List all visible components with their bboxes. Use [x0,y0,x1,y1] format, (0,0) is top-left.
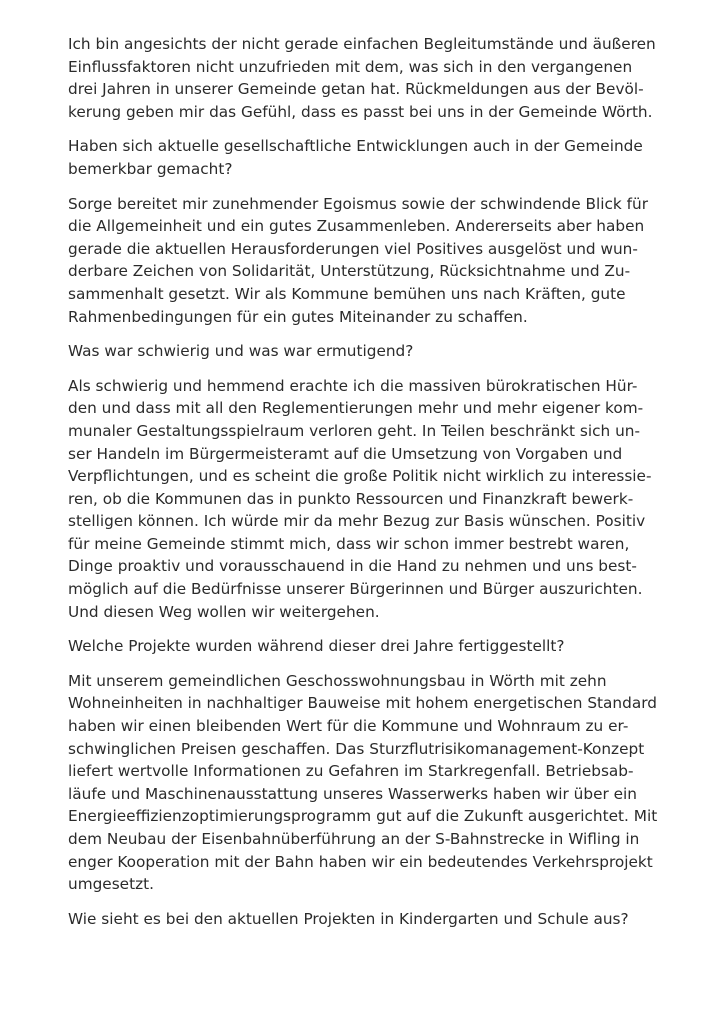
interview-answer [68,193,668,329]
interview-answer [68,33,668,123]
text-line: liefert wertvolle Informationen zu Gefahren im Starkregenfall. Betriebsab- [68,762,634,781]
article-body [68,33,668,942]
text-line: läufe und Maschinenausstattung unseres Wasserwerks haben wir über ein [68,784,637,803]
text-line: schwinglichen Preisen geschaffen. Das Sturzflutrisikomanagement-Konzept [68,739,645,758]
text-line: Mit unserem gemeindlichen Geschosswohnungsbau in Wörth mit zehn [68,671,607,690]
text-line: möglich auf die Bedürfnisse unserer Bürgerinnen und Bürger auszurichten. [68,580,643,599]
text-line: Was war schwierig und was war ermutigend? [68,342,414,361]
interview-question [68,635,668,658]
text-line: Welche Projekte wurden während dieser drei Jahre fertiggestellt? [68,637,565,656]
text-line: Dinge proaktiv und vorausschauend in die Hand zu nehmen und uns best- [68,557,637,576]
text-line: derbare Zeichen von Solidarität, Unterstützung, Rücksichtnahme und Zu- [68,262,631,281]
text-line: dem Neubau der Eisenbahnüberführung an der S-Bahnstrecke in Wifling in [68,830,640,848]
text-line: enger Kooperation mit der Bahn haben wir ein bedeutendes Verkehrsprojekt [68,852,653,871]
text-line: Und diesen Weg wollen wir weitergehen. [68,602,380,621]
text-line: ren, ob die Kommunen das in punkto Ressourcen und Finanzkraft bewerk- [68,489,634,508]
text-line: Energieeffizienzoptimierungsprogramm gut auf die Zukunft ausgerichtet. Mit [68,807,658,826]
text-line: ser Handeln im Bürgermeisteramt auf die Umsetzung von Vorgaben und [68,444,623,463]
text-line: kerung geben mir das Gefühl, dass es passt bei uns in der Gemeinde Wörth. [68,102,653,121]
interview-answer [68,670,668,896]
text-line: stelligen können. Ich würde mir da mehr Bezug zur Basis wünschen. Positiv [68,512,646,531]
text-line: drei Jahren in unserer Gemeinde getan hat. Rückmeldungen aus der Bevöl- [68,80,644,99]
text-line: Sorge bereitet mir zunehmender Egoismus sowie der schwindende Blick für [68,194,649,213]
text-line: haben wir einen bleibenden Wert für die Kommune und Wohnraum zu er- [68,717,629,736]
text-line: die Allgemeinheit und ein gutes Zusammenleben. Andererseits aber haben [68,217,645,236]
text-line: Ich bin angesichts der nicht gerade einfachen Begleitumstände und äußeren [68,35,656,53]
interview-question [68,908,668,931]
text-line: für meine Gemeinde stimmt mich, dass wir schon immer bestrebt waren, [68,534,630,553]
text-line: munaler Gestaltungsspielraum verloren geht. In Teilen beschränkt sich un- [68,421,640,440]
text-line: sammenhalt gesetzt. Wir als Kommune bemühen uns nach Kräften, gute [68,284,626,303]
interview-question [68,340,668,363]
text-line: Als schwierig und hemmend erachte ich die massiven bürokratischen Hür- [68,376,638,395]
interview-answer [68,375,668,624]
text-line: den und dass mit all den Reglementierungen mehr und mehr eigener kom- [68,399,644,418]
text-line: umgesetzt. [68,875,154,894]
text-line: Wie sieht es bei den aktuellen Projekten in Kindergarten und Schule aus? [68,909,629,928]
interview-question [68,135,668,180]
text-line: gerade die aktuellen Herausforderungen viel Positives ausgelöst und wun- [68,239,638,258]
text-line: bemerkbar gemacht? [68,159,233,178]
text-line: Wohneinheiten in nachhaltiger Bauweise mit hohem energetischen Standard [68,694,657,713]
text-line: Rahmenbedingungen für ein gutes Miteinander zu schaffen. [68,307,528,326]
text-line: Verpflichtungen, und es scheint die große Politik nicht wirklich zu interessie- [68,467,652,486]
text-line: Haben sich aktuelle gesellschaftliche Entwicklungen auch in der Gemeinde [68,137,643,156]
text-line: Einflussfaktoren nicht unzufrieden mit dem, was sich in den vergangenen [68,57,633,76]
